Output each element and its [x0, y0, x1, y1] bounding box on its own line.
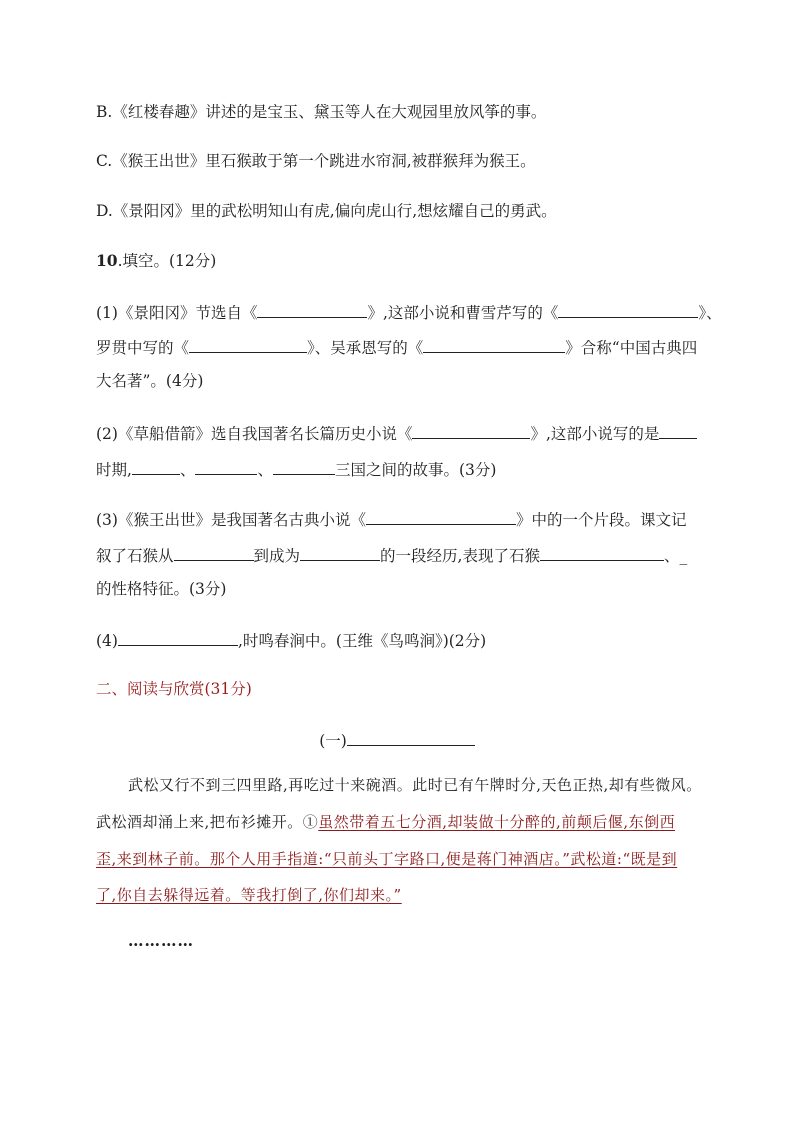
answer-blank[interactable] [366, 506, 516, 525]
text: 》中的一个片段。课文记 [515, 511, 687, 529]
text: 、_ [663, 547, 688, 565]
passage-line-2 [96, 810, 675, 834]
q10-part1-line2 [96, 334, 697, 360]
answer-blank[interactable] [659, 420, 697, 439]
text: ,时鸣春涧中。(王维《鸟鸣涧》)(2分) [237, 632, 487, 650]
text: 》,这部小说写的是 [530, 425, 660, 443]
text: 、 [179, 461, 196, 479]
highlighted-sentence: 虽然带着五七分酒,却装做十分醉的,前颠后偃,东倒西 [318, 813, 676, 831]
text: 、 [257, 461, 273, 479]
q10-part2-line1 [96, 420, 697, 446]
question-10-title [96, 249, 216, 273]
passage-line-1: 武松又行不到三四里路,再吃过十来碗酒。此时已有午牌时分,天色正热,却有些微风。 [128, 776, 702, 794]
option-b: B.《红楼春趣》讲述的是宝玉、黛玉等人在大观园里放风筝的事。 [96, 103, 547, 121]
passage-line-4: 了,你自去躲得远着。等我打倒了,你们却来。” [96, 886, 402, 904]
q10-part4-line1 [96, 627, 486, 653]
title-blank[interactable] [347, 727, 475, 746]
subsection-1-title [0, 727, 794, 753]
answer-blank[interactable] [558, 299, 698, 318]
text: 到成为 [253, 547, 301, 565]
q10-part1-line3: 大名著”。(4分) [96, 372, 204, 390]
q10-part3-line2 [96, 542, 687, 568]
question-title-text: .填空。(12分) [117, 252, 217, 270]
text: 三国之间的故事。(3分) [334, 461, 497, 479]
q10-part1-line1 [96, 299, 722, 325]
text: 武松酒却涌上来,把布衫摊开。① [96, 813, 319, 831]
answer-blank[interactable] [412, 420, 530, 439]
option-d: D.《景阳冈》里的武松明知山有虎,偏向虎山行,想炫耀自己的勇武。 [96, 202, 557, 220]
text: (3)《猴王出世》是我国著名古典小说《 [96, 511, 366, 529]
text: 》合称“中国古典四 [565, 339, 698, 357]
text: 》、 [698, 304, 722, 322]
answer-blank[interactable] [174, 542, 254, 561]
answer-blank[interactable] [189, 334, 307, 353]
text: 的一段经历,表现了石猴 [380, 547, 540, 565]
answer-blank[interactable] [540, 542, 664, 561]
text: 叙了石猴从 [96, 547, 174, 565]
text: 》、吴承恩写的《 [307, 339, 424, 357]
text: 罗贯中写的《 [96, 339, 190, 357]
q10-part3-line1 [96, 506, 686, 532]
text: 》,这部小说和曹雪芹写的《 [367, 304, 559, 322]
text: 时期, [96, 461, 132, 479]
answer-blank[interactable] [257, 299, 367, 318]
answer-blank[interactable] [195, 456, 257, 475]
section-2-title: 二、阅读与欣赏(31分) [96, 680, 252, 698]
subsection-label: (一) [319, 732, 347, 750]
text: (1)《景阳冈》节选自《 [96, 304, 258, 322]
text: (4) [96, 632, 118, 650]
answer-blank[interactable] [273, 456, 335, 475]
answer-blank[interactable] [132, 456, 180, 475]
q10-part3-line3: 的性格特征。(3分) [96, 580, 227, 598]
answer-blank[interactable] [118, 627, 238, 646]
question-number: 10 [96, 251, 118, 270]
answer-blank[interactable] [300, 542, 380, 561]
text: (2)《草船借箭》选自我国著名长篇历史小说《 [96, 425, 413, 443]
answer-blank[interactable] [423, 334, 565, 353]
q10-part2-line2 [96, 456, 496, 482]
passage-ellipsis: ………… [128, 931, 194, 950]
option-c: C.《猴王出世》里石猴敢于第一个跳进水帘洞,被群猴拜为猴王。 [96, 152, 536, 170]
passage-line-3: 歪,来到林子前。那个人用手指道:“只前头丁字路口,便是蒋门神酒店。”武松道:“既是到 [96, 850, 678, 868]
